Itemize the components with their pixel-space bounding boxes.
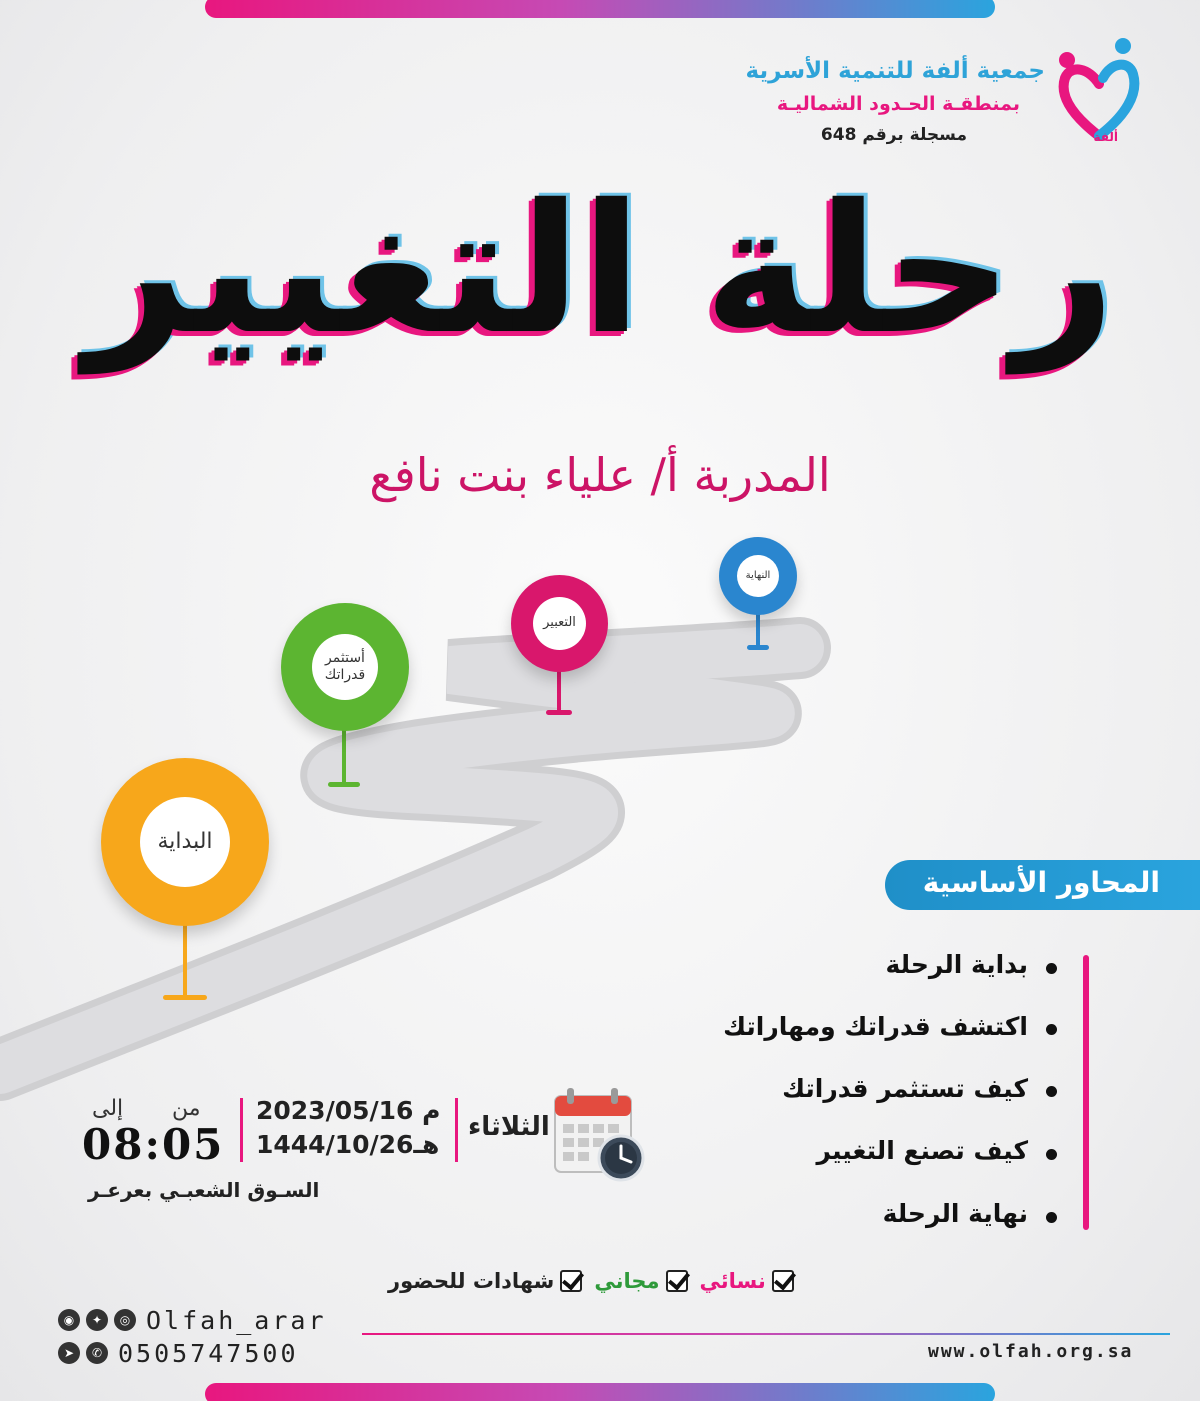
org-registration: مسجلة برقم 648 xyxy=(820,125,967,145)
snapchat-icon[interactable]: ◉ xyxy=(58,1309,80,1331)
whatsapp-icon[interactable]: ✆ xyxy=(86,1342,108,1364)
stop-label: البداية xyxy=(140,797,230,887)
event-location: السـوق الشعبـي بعرعـر xyxy=(88,1178,320,1202)
feature-free: مجاني xyxy=(594,1269,660,1293)
contact-phone-row xyxy=(58,1339,299,1367)
checkbox-check-icon xyxy=(560,1270,582,1292)
feature-certificates: شهادات للحضور xyxy=(388,1269,555,1293)
event-day: الثلاثاء xyxy=(468,1112,550,1142)
feature-women: نسائي xyxy=(699,1269,766,1293)
org-region: بمنطقـة الحـدود الشماليـة xyxy=(776,93,1020,115)
main-axes-header xyxy=(885,860,1200,910)
pin-base xyxy=(747,645,769,650)
axis-item: بداية الرحلة xyxy=(885,950,1028,979)
time-to-label: إلى xyxy=(92,1096,124,1121)
axis-item: اكتشف قدراتك ومهاراتك xyxy=(723,1012,1028,1041)
bottom-gradient-bar xyxy=(205,1383,995,1401)
trainer-name: المدربة أ/ علياء بنت نافع xyxy=(369,448,831,502)
pin-base xyxy=(546,710,572,715)
website-link[interactable]: www.olfah.org.sa xyxy=(928,1341,1134,1362)
stop-label: التعبير xyxy=(533,597,586,650)
social-handle-row xyxy=(58,1306,327,1334)
bullet-dot xyxy=(1046,1212,1057,1223)
axes-accent-line xyxy=(1083,955,1089,1230)
footer-divider xyxy=(362,1333,1170,1335)
bullet-dot xyxy=(1046,1024,1057,1035)
pin-base xyxy=(163,995,207,1000)
social-handle[interactable]: Olfah_arar xyxy=(146,1305,327,1335)
top-gradient-bar xyxy=(205,0,995,18)
date-gregorian: 2023/05/16 م xyxy=(256,1096,441,1125)
date-hijri: 1444/10/26هـ xyxy=(256,1130,440,1159)
bullet-dot xyxy=(1046,1086,1057,1097)
axis-item: كيف تستثمر قدراتك xyxy=(782,1074,1028,1103)
pin-base xyxy=(328,782,360,787)
logo-text: ألفة xyxy=(1093,130,1118,144)
bullet-dot xyxy=(1046,963,1057,974)
instagram-icon[interactable]: ◎ xyxy=(114,1309,136,1331)
event-title: رحلة التغيير xyxy=(84,166,1116,373)
checkbox-check-icon xyxy=(772,1270,794,1292)
stop-label: النهاية xyxy=(737,555,779,597)
bullet-dot xyxy=(1046,1149,1057,1160)
divider xyxy=(240,1098,243,1162)
twitter-icon[interactable]: ✦ xyxy=(86,1309,108,1331)
axis-item: نهاية الرحلة xyxy=(882,1199,1028,1228)
event-time: 08:05 xyxy=(82,1120,225,1169)
axis-item: كيف تصنع التغيير xyxy=(816,1136,1028,1165)
phone-number[interactable]: 0505747500 xyxy=(118,1338,299,1368)
org-name: جمعية ألفة للتنمية الأسرية xyxy=(745,58,1045,84)
checkbox-check-icon xyxy=(666,1270,688,1292)
time-from-label: من xyxy=(172,1096,201,1121)
divider xyxy=(455,1098,458,1162)
features-row xyxy=(388,1264,794,1298)
stop-label: أستثمر قدراتك xyxy=(312,634,378,700)
main-axes-title: المحاور الأساسية xyxy=(922,866,1160,899)
telegram-icon[interactable]: ➤ xyxy=(58,1342,80,1364)
calendar-clock-icon xyxy=(553,1086,647,1182)
